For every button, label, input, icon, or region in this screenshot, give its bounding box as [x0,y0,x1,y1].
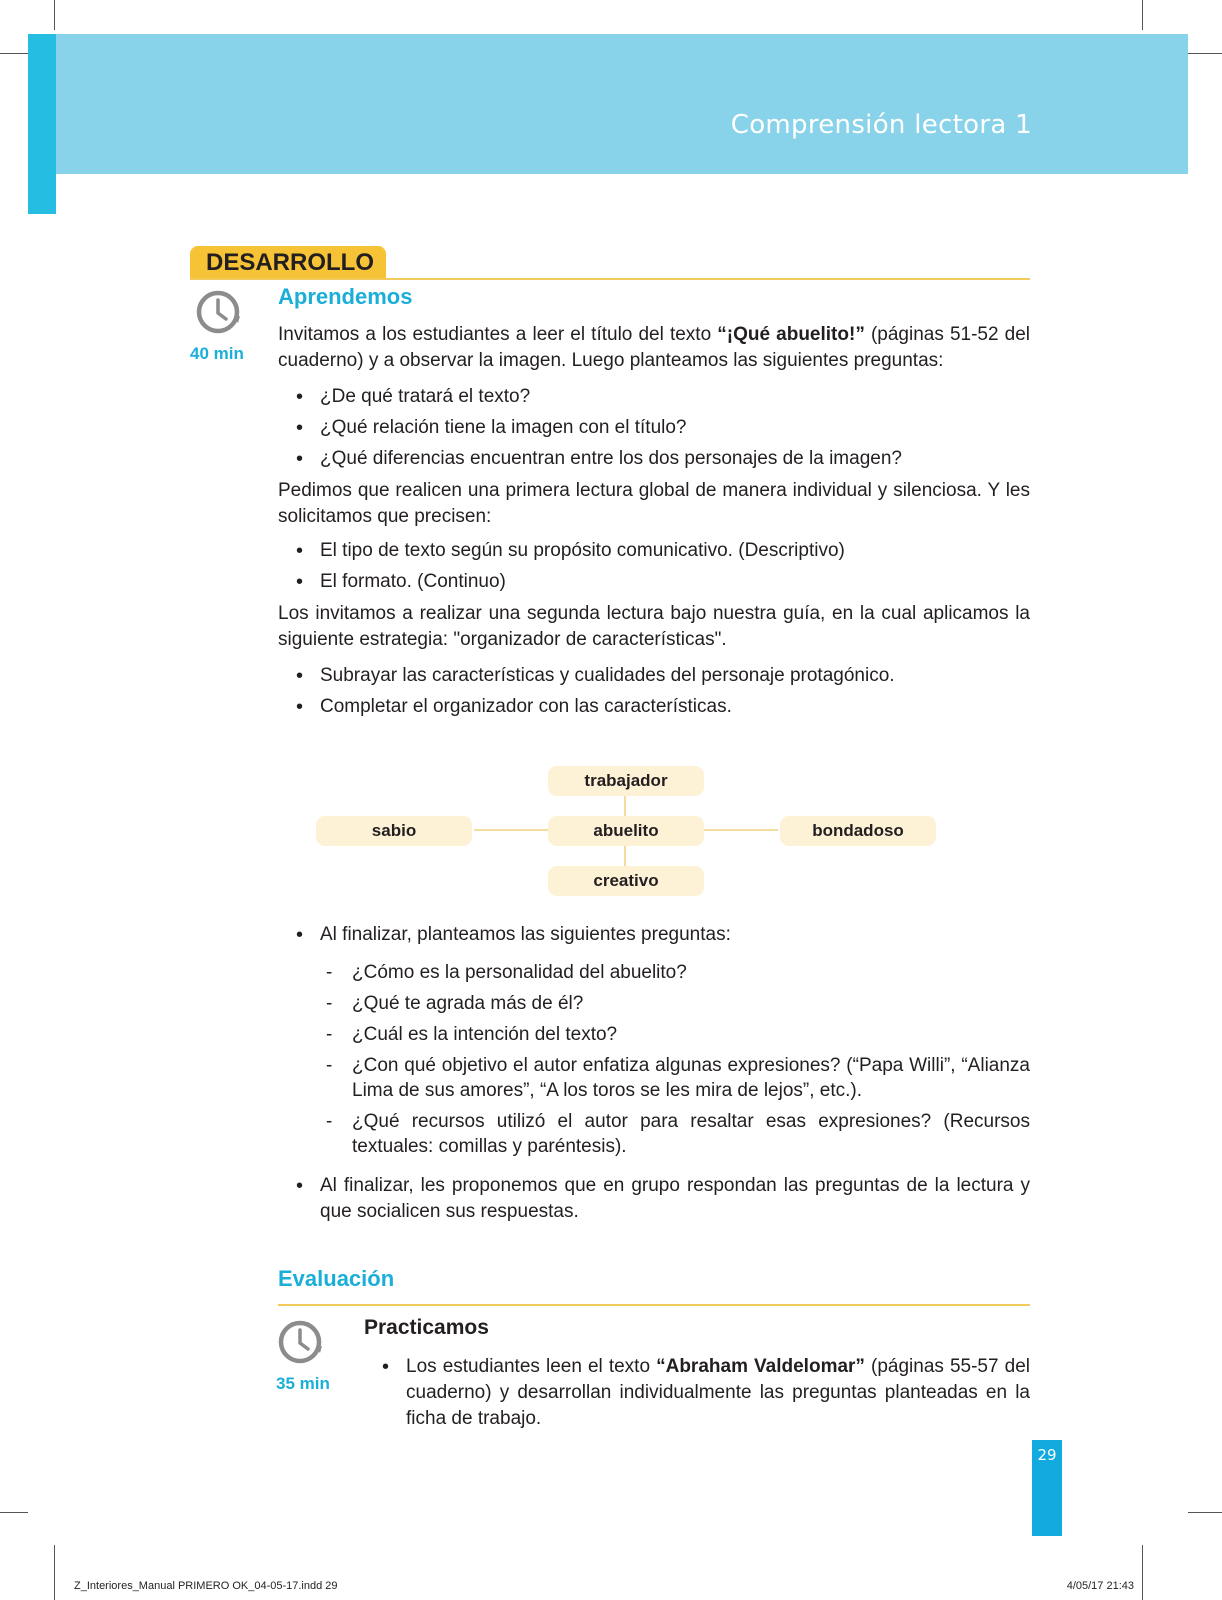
crop-mark [54,1545,55,1600]
list-item: • Los estudiantes leen el texto “Abraham Valdelomar” (páginas 55-57 del cuaderno) y desarrollan individualmente las preguntas planteadas en la ficha de trabajo. [364,1354,1030,1432]
duration-label: 40 min [190,344,244,363]
reading-paragraph: Pedimos que realicen una primera lectura global de manera individual y silenciosa. Y les solicitamos que precisen: [278,480,1030,527]
closing-list [278,1173,1030,1225]
crop-mark [0,1512,28,1513]
header-side-tab [28,34,56,214]
organizer-node-right: bondadoso [780,816,936,846]
aprendemos-heading: Aprendemos [278,284,413,309]
text-title: “¡Qué abuelito!” [717,324,865,345]
precisen-list [278,538,1030,595]
list-item: • El tipo de texto según su propósito comunicativo. (Descriptivo) [278,538,1030,564]
list-item: - ¿Qué te agrada más de él? [278,991,1030,1016]
final-question-list [278,960,1030,1159]
header-band [56,34,1188,174]
practicamos-list [364,1354,1030,1432]
date-slug: 4/05/17 21:43 [1066,1580,1134,1592]
organizer-node-bottom: creativo [548,866,704,896]
crop-mark [1142,1545,1143,1600]
chapter-title: Comprensión lectora 1 [730,110,1032,140]
crop-mark [0,53,28,54]
section-rule [190,278,1030,280]
clock-icon [194,288,246,336]
practicamos-body [364,1354,1030,1437]
crop-mark [1142,0,1143,30]
list-item: • Completar el organizador con las características. [278,694,1030,720]
list-item: - ¿Con qué objetivo el autor enfatiza algunas expresiones? (“Papa Willi”, “Alianza Lima de sus amores”, “A los toros se les mira de lejos”, etc.). [278,1053,1030,1103]
list-item: - ¿Cuál es la intención del texto? [278,1022,1030,1047]
practicamos-heading: Practicamos [364,1316,489,1339]
list-item: • El formato. (Continuo) [278,569,1030,595]
strategy-list [278,663,1030,720]
strategy-paragraph: Los invitamos a realizar una segunda lectura bajo nuestra guía, en la cual aplicamos la siguiente estrategia: "organizador de características". [278,603,1030,650]
text-title: “Abraham Valdelomar” [656,1356,865,1377]
crop-mark [1188,1512,1222,1513]
crop-mark [54,0,55,30]
list-item: - ¿Qué recursos utilizó el autor para resaltar esas expresiones? (Recursos textuales: comillas y paréntesis). [278,1109,1030,1159]
section-tab: DESARROLLO [190,246,386,280]
clock-icon [276,1318,328,1366]
organizer-node-left: sabio [316,816,472,846]
aprendemos-body [278,322,1030,725]
list-item: • Al finalizar, les proponemos que en grupo respondan las preguntas de la lectura y que socialicen sus respuestas. [278,1173,1030,1225]
question-list [278,384,1030,472]
list-item: • Al finalizar, planteamos las siguientes preguntas: [278,922,1030,948]
evaluacion-heading: Evaluación [278,1266,395,1291]
list-item: • Subrayar las características y cualidades del personaje protagónico. [278,663,1030,689]
crop-mark [1188,53,1222,54]
list-item: • ¿De qué tratará el texto? [278,384,1030,410]
list-item: - ¿Cómo es la personalidad del abuelito? [278,960,1030,985]
connector-line [474,829,548,831]
page-number: 29 [1037,1446,1057,1464]
final-intro-list [278,922,1030,948]
intro-paragraph: Invitamos a los estudiantes a leer el título del texto “¡Qué abuelito!” (páginas 51-52 del cuaderno) y a observar la imagen. Luego planteamos las siguientes preguntas: [278,324,1031,371]
evaluacion-rule [278,1304,1030,1306]
connector-line [624,796,626,816]
list-item: • ¿Qué relación tiene la imagen con el título? [278,415,1030,441]
final-questions-block [278,922,1030,1230]
connector-line [624,846,626,866]
list-item: • ¿Qué diferencias encuentran entre los dos personajes de la imagen? [278,446,1030,472]
file-slug: Z_Interiores_Manual PRIMERO OK_04-05-17.indd 29 [74,1580,338,1592]
connector-line [704,829,778,831]
organizer-node-top: trabajador [548,766,704,796]
duration-label: 35 min [276,1374,330,1393]
organizer-node-center: abuelito [548,816,704,846]
